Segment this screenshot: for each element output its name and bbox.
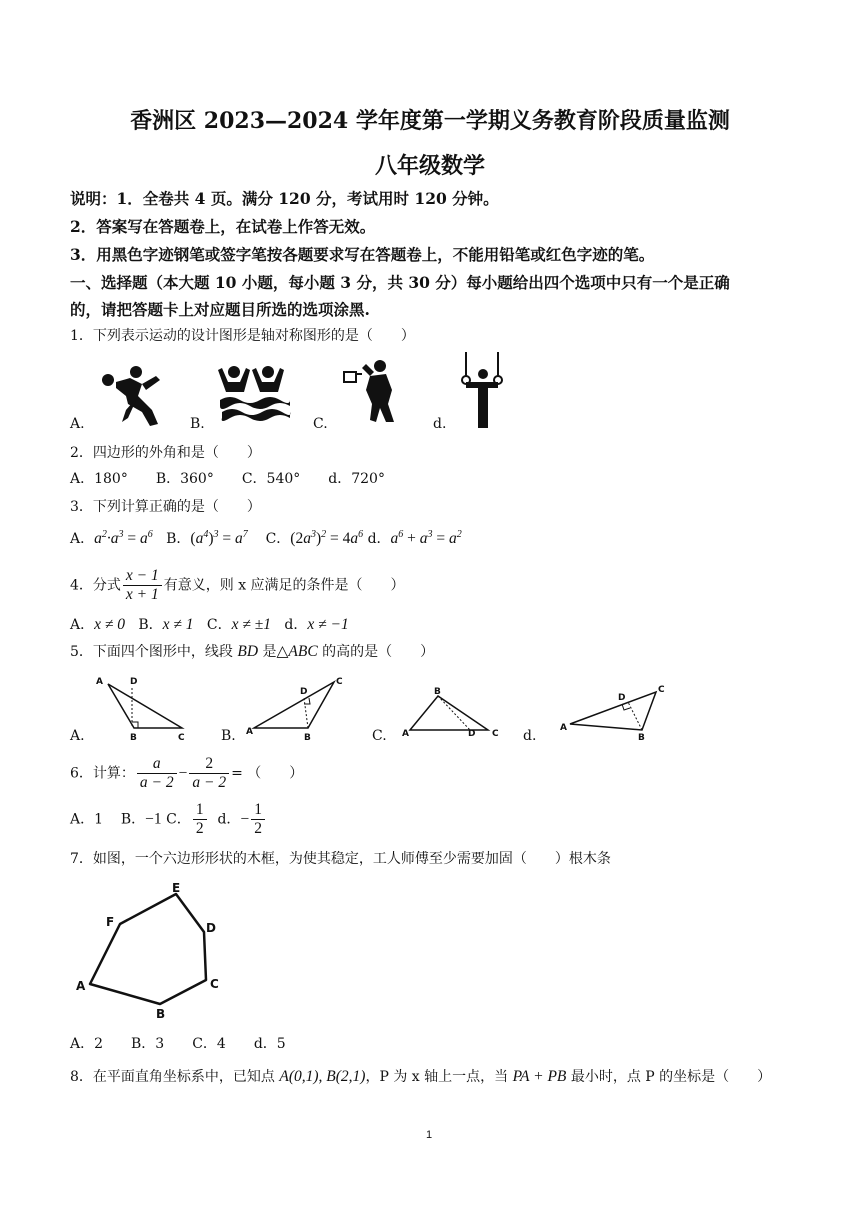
q5-figure-b bbox=[246, 676, 350, 743]
q5a-label-c: C bbox=[178, 733, 185, 743]
q6-option-d-label: d． bbox=[217, 811, 241, 828]
q4-fraction-numerator: x − 1 bbox=[123, 567, 162, 586]
q5d-label-d: D bbox=[618, 693, 626, 703]
q8-suffix: 最小时，点 P 的坐标是（ ） bbox=[566, 1069, 772, 1085]
q2-stem: 2．四边形的外角和是（ ） bbox=[70, 445, 261, 461]
q2-options: A．180° B．360° C．540° d．720° bbox=[70, 471, 385, 487]
q5-segment-bd: BD bbox=[237, 643, 259, 660]
q5-option-b: B. bbox=[221, 728, 236, 744]
q3-option-d-formula: $a^6 + a^3 = a^2$ bbox=[390, 528, 462, 547]
q5-figure-a bbox=[96, 674, 192, 743]
q5-option-c: C. bbox=[372, 728, 387, 744]
q6-fraction-2 bbox=[189, 755, 229, 792]
q3-option-a-label: A． bbox=[70, 531, 95, 547]
q8-expression: PA + PB bbox=[512, 1068, 567, 1085]
q5d-label-a: A bbox=[560, 723, 567, 733]
q6-fraction-2-denominator: a − 2 bbox=[192, 774, 227, 791]
q4-option-c-label: C． bbox=[206, 617, 232, 633]
q6-option-b-value: −1 bbox=[145, 810, 162, 828]
q5b-label-c: C bbox=[336, 677, 343, 687]
q5b-label-d: D bbox=[300, 687, 308, 697]
q7-label-a: A bbox=[76, 979, 86, 993]
q6-option-d-fraction bbox=[251, 801, 265, 838]
q5c-label-d: D bbox=[468, 729, 476, 739]
q6-option-c-denominator: 2 bbox=[195, 820, 204, 837]
q7-label-c: C bbox=[210, 977, 219, 991]
q4-options bbox=[70, 614, 349, 634]
q7-hexagon-figure bbox=[76, 880, 226, 1020]
basketball-icon bbox=[342, 360, 404, 430]
q7-options: A．2 B．3 C．4 d．5 bbox=[70, 1036, 286, 1052]
q5-stem-part-2: 是 bbox=[258, 644, 277, 660]
q5c-label-c: C bbox=[492, 729, 499, 739]
q4-option-a-label: A． bbox=[70, 617, 95, 633]
table-tennis-icon bbox=[98, 366, 178, 436]
q7-label-b: B bbox=[156, 1007, 166, 1021]
q7-label-d: D bbox=[206, 921, 216, 935]
q3-option-b-formula: $(a^4)^3 = a^7$ bbox=[190, 528, 248, 547]
q1-option-a: A. bbox=[70, 416, 85, 432]
q3-option-a-formula: $a^2\cdot a^3 = a^6$ bbox=[94, 528, 153, 547]
q6-option-d-sign: − bbox=[240, 810, 250, 828]
q1-option-c: C. bbox=[313, 416, 328, 432]
q6-stem bbox=[70, 755, 303, 792]
q3-option-b-label: B． bbox=[166, 531, 191, 547]
q5b-label-b: B bbox=[304, 733, 311, 743]
q5c-label-b: B bbox=[434, 687, 441, 697]
q5c-label-a: A bbox=[402, 729, 409, 739]
q5-figure-c bbox=[400, 684, 504, 739]
q7-label-e: E bbox=[172, 881, 181, 895]
page-number: 1 bbox=[426, 1129, 433, 1141]
exam-subtitle: 八年级数学 bbox=[374, 153, 485, 179]
swimming-icon bbox=[218, 364, 294, 426]
q8-stem bbox=[70, 1066, 771, 1086]
note-3: 3．用黑色字迹钢笔或签字笔按各题要求写在答题卷上，不能用铅笔或红色字迹的笔。 bbox=[70, 245, 655, 264]
q5-stem-part-1: 5．下面四个图形中，线段 bbox=[70, 644, 238, 660]
q6-option-c-fraction bbox=[193, 801, 207, 838]
q1-option-d: d. bbox=[433, 416, 447, 432]
q5b-label-a: A bbox=[246, 727, 253, 737]
q6-option-c-label: C． bbox=[166, 811, 191, 828]
q5-stem bbox=[70, 641, 434, 661]
section-heading-line-1: 一、选择题（本大题 10 小题，每小题 3 分，共 30 分）每小题给出四个选项中只有一个是正确 bbox=[70, 273, 730, 292]
q8-mid: ，P 为 x 轴上一点，当 bbox=[365, 1069, 513, 1085]
q6-fraction-1-denominator: a − 2 bbox=[139, 774, 174, 791]
q6-option-d-denominator: 2 bbox=[254, 820, 262, 837]
q5-option-a: A. bbox=[70, 728, 85, 744]
q4-prefix: 4．分式 bbox=[70, 577, 121, 594]
q3-option-d-label: d． bbox=[367, 531, 391, 547]
q4-stem bbox=[70, 567, 405, 604]
note-2: 2．答案写在答题卷上，在试卷上作答无效。 bbox=[70, 217, 376, 236]
q1-stem: 1．下列表示运动的设计图形是轴对称图形的是（ ） bbox=[70, 328, 415, 344]
q3-option-c-formula: $(2a^3)^2 = 4a^6$ bbox=[290, 528, 364, 547]
q5-triangle-abc: △ABC bbox=[276, 643, 318, 660]
q4-option-b-label: B． bbox=[138, 617, 163, 633]
q5-stem-part-3: 的高的是（ ） bbox=[317, 644, 435, 660]
q8-points: A(0,1), B(2,1) bbox=[279, 1068, 366, 1085]
section-heading-line-2: 的，请把答题卡上对应题目所选的选项涂黑. bbox=[70, 300, 370, 319]
q3-options bbox=[70, 528, 462, 548]
q5-option-d: d. bbox=[523, 728, 537, 744]
q4-option-d-value: x ≠ −1 bbox=[307, 616, 349, 633]
q8-prefix: 8．在平面直角坐标系中，已知点 bbox=[70, 1069, 280, 1085]
q5a-label-d: D bbox=[130, 677, 138, 687]
q5-figure-d bbox=[560, 682, 672, 743]
q4-suffix: 有意义，则 x 应满足的条件是（ ） bbox=[163, 577, 405, 594]
q4-fraction bbox=[123, 567, 162, 604]
q3-option-c-label: C． bbox=[265, 531, 291, 547]
exam-title: 香洲区 2023—2024 学年度第一学期义务教育阶段质量监测 bbox=[130, 108, 730, 134]
q6-minus: − bbox=[178, 764, 188, 782]
q3-stem: 3．下列计算正确的是（ ） bbox=[70, 499, 261, 515]
q6-options bbox=[70, 801, 267, 838]
q7-stem: 7．如图，一个六边形形状的木框，为使其稳定，工人师傅至少需要加固（ ）根木条 bbox=[70, 851, 611, 867]
q6-option-a: A．1 bbox=[70, 811, 104, 828]
q4-fraction-denominator: x + 1 bbox=[125, 586, 159, 603]
q5d-label-c: C bbox=[658, 685, 665, 695]
q5d-label-b: B bbox=[638, 733, 645, 743]
q6-fraction-1-numerator: a bbox=[137, 755, 177, 774]
q6-suffix: = （ ） bbox=[231, 765, 304, 782]
rings-gymnast-icon bbox=[458, 352, 508, 432]
q4-option-c-value: x ≠ ±1 bbox=[231, 616, 272, 633]
q6-prefix: 6．计算： bbox=[70, 765, 135, 782]
q4-option-d-label: d． bbox=[284, 617, 308, 633]
q6-option-c-numerator: 1 bbox=[193, 801, 207, 820]
q6-option-b-label: B． bbox=[120, 811, 146, 828]
q6-fraction-1 bbox=[137, 755, 177, 792]
q4-option-b-value: x ≠ 1 bbox=[162, 616, 194, 633]
q1-option-b: B. bbox=[190, 416, 205, 432]
q4-option-a-value: x ≠ 0 bbox=[94, 616, 126, 633]
q7-label-f: F bbox=[106, 915, 115, 929]
q6-fraction-2-numerator: 2 bbox=[189, 755, 229, 774]
q5a-label-a: A bbox=[96, 677, 103, 687]
q6-option-d-numerator: 1 bbox=[251, 801, 265, 820]
note-1: 说明：1．全卷共 4 页。满分 120 分，考试用时 120 分钟。 bbox=[70, 189, 499, 208]
q5a-label-b: B bbox=[130, 733, 137, 743]
